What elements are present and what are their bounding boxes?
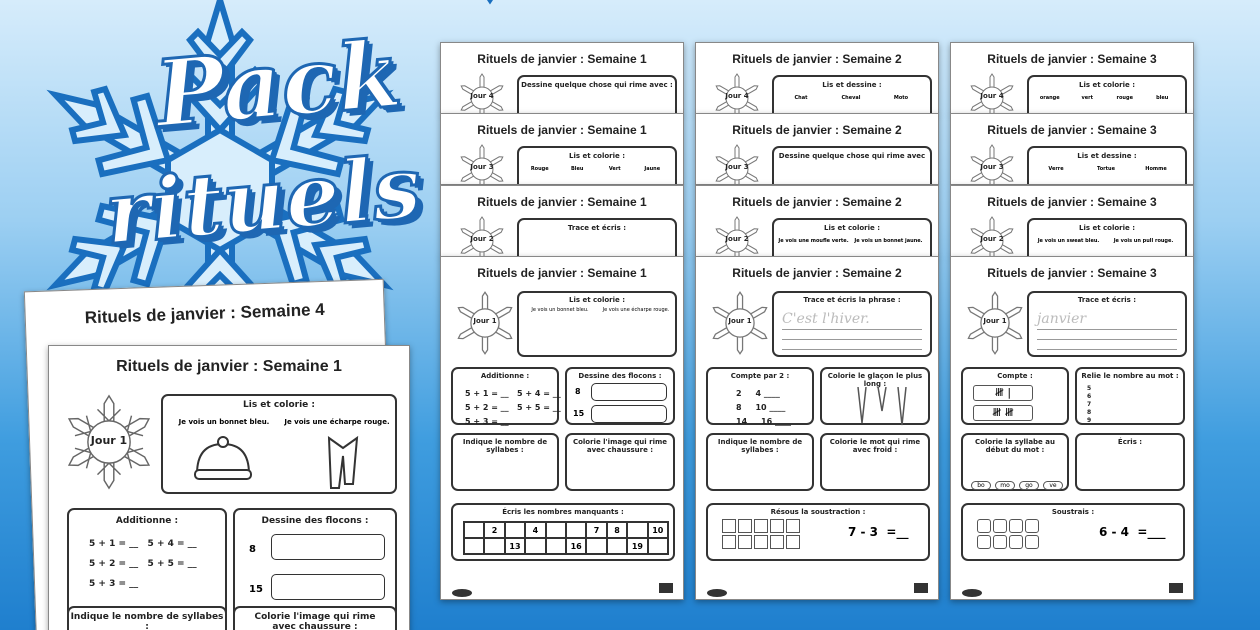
sentence-a: Je vois un bonnet bleu. [531, 307, 589, 313]
box-title: Colorie le mot qui rime avec froid : [829, 438, 921, 454]
grid-cell: 13 [505, 538, 525, 554]
additionne-box [67, 508, 227, 618]
grid-cell: 4 [525, 522, 545, 538]
jour-badge [967, 144, 1017, 185]
worksheet-preview-stacked [950, 185, 1194, 257]
box-title: Lis et colorie : [1079, 81, 1135, 89]
box-title: Relie le nombre au mot : [1081, 372, 1179, 380]
number: 8 [1087, 409, 1092, 416]
activity-box [517, 218, 677, 257]
top-activity-box [1027, 291, 1187, 357]
scarf-icon [323, 434, 363, 490]
box-title: Lis et colorie : [569, 152, 625, 160]
lis-colorie-box [161, 394, 397, 494]
grid-cell [607, 538, 627, 554]
number-grid [463, 521, 669, 555]
grid-cell [464, 538, 484, 554]
sheet-title: Rituels de janvier : Semaine 3 [987, 266, 1157, 280]
jour-badge [708, 291, 772, 355]
equation: 5 + 4 = __ [147, 539, 197, 549]
box-title: Lis et colorie : [243, 400, 315, 410]
box-title: Colorie l'image qui rime avec chaussure : [572, 438, 668, 454]
box-title: Lis et dessine : [1077, 152, 1137, 160]
activity-box [517, 146, 677, 185]
sheet-title: Rituels de janvier : Semaine 3 [987, 52, 1157, 66]
word-label: bleu [1156, 95, 1169, 101]
jour-label: Jour 1 [728, 317, 752, 325]
box-title: Colorie l'image qui rime avec chaussure : [254, 612, 376, 630]
worksheet-preview-stacked [950, 42, 1194, 114]
jour-badge [967, 73, 1017, 114]
box-title: Indique le nombre de syllabes : [462, 438, 548, 454]
sheet-footer [961, 583, 1183, 593]
sheet-title: Rituels de janvier : Semaine 3 [987, 195, 1157, 209]
equation: 5 + 3 = __ [89, 579, 139, 589]
activity-box [772, 75, 932, 114]
logo-icon [706, 588, 728, 598]
number: 5 [1087, 385, 1092, 392]
box-title: Indique le nombre de syllabes : [70, 612, 224, 630]
answer-box [271, 574, 385, 600]
activity-box-left [961, 367, 1069, 425]
title-line-1: Pack [150, 19, 406, 149]
word-label: Vert [608, 166, 621, 172]
jour-label: Jour 3 [980, 163, 1004, 171]
jour-label: Jour 4 [980, 92, 1004, 100]
jour-label: Jour 2 [980, 235, 1004, 243]
activity-box-left [961, 433, 1069, 491]
worksheet-preview-stacked [695, 42, 939, 114]
count-row: 14 16 ____ [736, 417, 791, 426]
box-title: Dessine des flocons : [261, 516, 369, 526]
sentence-b: Je vois une écharpe rouge. [602, 307, 670, 313]
activity-box-right [1075, 367, 1185, 425]
syllabes-box [67, 606, 227, 630]
worksheet-preview-stacked [950, 113, 1194, 185]
bottom-activity-box [706, 503, 930, 561]
activity-box [772, 146, 932, 185]
worksheet-preview-stacked [440, 113, 684, 185]
jour-label: Jour 4 [470, 92, 494, 100]
sentence-b: Je vois une écharpe rouge. [284, 418, 390, 426]
activity-box-right [1075, 433, 1185, 491]
word-label: vert [1081, 95, 1093, 101]
word-label: Je vois une moufle verte. [778, 238, 849, 244]
jour-label: Jour 1 [983, 317, 1007, 325]
worksheet-preview [440, 256, 684, 600]
box-title: Lis et colorie : [1079, 224, 1135, 232]
equation: 5 + 1 = __ [89, 539, 139, 549]
box-title: Soustrais : [1051, 508, 1095, 516]
word-label: Moto [893, 95, 909, 101]
jour-badge [712, 216, 762, 257]
icicles-icon [852, 387, 912, 427]
count-list [736, 387, 791, 429]
counters-grid [722, 519, 800, 549]
grid-cell [586, 538, 606, 554]
grid-cell [505, 522, 525, 538]
activity-box-right [565, 433, 675, 491]
answer-box [591, 383, 667, 401]
activity-box [772, 218, 932, 257]
grid-cell [648, 538, 668, 554]
grid-cell: 7 [586, 522, 606, 538]
box-title: Écris les nombres manquants : [502, 508, 624, 516]
equation: 5 + 2 = __ 5 + 5 = __ [465, 403, 561, 412]
number: 7 [1087, 401, 1092, 408]
sheet-title: Rituels de janvier : Semaine 1 [477, 123, 647, 137]
logo-icon [451, 588, 473, 598]
word-label: Verre [1048, 166, 1064, 172]
jour-badge [967, 216, 1017, 257]
flocons-box [233, 508, 397, 618]
grid-cell: 8 [607, 522, 627, 538]
syllable: bo [971, 481, 991, 490]
activity-box [517, 75, 677, 114]
equation: 5 + 5 = __ [147, 559, 197, 569]
sheet-title: Rituels de janvier : Semaine 1 [477, 195, 647, 209]
jour-badge [712, 73, 762, 114]
jour-label: Jour 3 [725, 163, 749, 171]
bottom-activity-box [451, 503, 675, 561]
grid-cell [484, 538, 504, 554]
grid-cell: 10 [648, 522, 668, 538]
logo-icon [659, 583, 673, 593]
sheet-title: Rituels de janvier : Semaine 1 [477, 52, 647, 66]
box-title: Dessine quelque chose qui rime avec : [521, 81, 673, 89]
addition-list [89, 534, 197, 594]
number: 9 [1087, 417, 1092, 424]
top-activity-box [517, 291, 677, 357]
word-label: rouge [1116, 95, 1133, 101]
jour-label: Jour 1 [473, 317, 497, 325]
tally-box: 𝍸 𝍸 [973, 405, 1033, 421]
number: 15 [573, 409, 585, 418]
activity-box-left [451, 367, 559, 425]
equation: 5 + 3 = __ [465, 417, 509, 426]
number: 8 [249, 544, 256, 555]
box-title: Trace et écris la phrase : [803, 296, 901, 304]
word-label: Je vois un sweat bleu. [1037, 238, 1100, 244]
sheet-title: Rituels de janvier : Semaine 1 [477, 266, 647, 280]
answer-box [271, 534, 385, 560]
jour-badge [457, 73, 507, 114]
jour-badge [963, 291, 1027, 355]
syllable: go [1019, 481, 1039, 490]
sheet-title: Rituels de janvier : Semaine 2 [732, 123, 902, 137]
worksheet-preview-stacked [695, 113, 939, 185]
word-label: Homme [1145, 166, 1167, 172]
banner-title [95, 19, 425, 290]
word-label: Chat [794, 95, 808, 101]
grid-cell: 16 [566, 538, 586, 554]
box-title: Compte : [997, 372, 1033, 380]
beanie-hat-icon [191, 434, 255, 482]
trace-text: C'est l'hiver. [782, 311, 870, 327]
word-label: Je vois un pull rouge. [1113, 238, 1174, 244]
box-title: Lis et colorie : [824, 224, 880, 232]
count-row: 2 4 ____ [736, 389, 780, 398]
activity-box-left [706, 433, 814, 491]
jour-label: Jour 2 [470, 235, 494, 243]
tally-box: 𝍸 | [973, 385, 1033, 401]
jour-label: Jour 4 [725, 92, 749, 100]
activity-box-right [565, 367, 675, 425]
jour-label: Jour 2 [725, 235, 749, 243]
number: 6 [1087, 393, 1092, 400]
grid-cell [464, 522, 484, 538]
grid-cell [546, 522, 566, 538]
equation: 5 + 2 = __ [89, 559, 139, 569]
word-label: Tortue [1097, 166, 1115, 172]
jour-badge [457, 144, 507, 185]
logo-icon [914, 583, 928, 593]
number: 15 [249, 584, 263, 595]
sheet-footer [706, 583, 928, 593]
logo-icon [961, 588, 983, 598]
word-label: Jaune [644, 166, 661, 172]
worksheet-preview [950, 256, 1194, 600]
equation: 5 + 1 = __ 5 + 4 = __ [465, 389, 561, 398]
count-row: 8 10 ____ [736, 403, 786, 412]
trace-text: janvier [1037, 311, 1087, 327]
jour-label: Jour 1 [90, 434, 128, 447]
box-title: Colorie la syllabe au début du mot : [975, 438, 1055, 454]
word-label: Je vois un bonnet jaune. [854, 238, 923, 244]
number: 8 [575, 387, 581, 396]
grid-cell [525, 538, 545, 554]
jour-badge [61, 394, 157, 490]
word-label: Rouge [530, 166, 549, 172]
sheet-title: Rituels de janvier : Semaine 3 [987, 123, 1157, 137]
jour-badge [712, 144, 762, 185]
worksheet-preview-stacked [440, 42, 684, 114]
grid-cell [546, 538, 566, 554]
equation: 7 - 3 =__ [848, 525, 909, 539]
box-title: Écris : [1117, 438, 1143, 446]
jour-badge [453, 291, 517, 355]
word-label: Cheval [841, 95, 861, 101]
equation: 6 - 4 =___ [1099, 525, 1166, 539]
grid-cell [566, 522, 586, 538]
activity-box [1027, 146, 1187, 185]
grid-cell: 19 [627, 538, 647, 554]
rime-box [233, 606, 397, 630]
box-title: Colorie le glaçon le plus long : [827, 372, 923, 388]
answer-box [591, 405, 667, 423]
logo-icon [1169, 583, 1183, 593]
box-title: Dessine des flocons : [578, 372, 662, 380]
box-title: Indique le nombre de syllabes : [717, 438, 803, 454]
activity-box-right [820, 433, 930, 491]
sheet-title: Rituels de janvier : Semaine 2 [732, 52, 902, 66]
activity-box-right [820, 367, 930, 425]
sheet-title: Rituels de janvier : Semaine 1 [116, 358, 342, 375]
number-list [1087, 385, 1091, 425]
grid-cell: 2 [484, 522, 504, 538]
box-title: Lis et colorie : [569, 296, 625, 304]
sheet-footer [451, 583, 673, 593]
box-title: Compte par 2 : [730, 372, 790, 380]
grid-cell [627, 522, 647, 538]
box-title: Lis et dessine : [822, 81, 882, 89]
box-title: Additionne : [115, 516, 179, 526]
bottom-activity-box [961, 503, 1185, 561]
worksheet-preview-front [48, 345, 410, 630]
activity-box [1027, 218, 1187, 257]
box-title: Résous la soustraction : [770, 508, 866, 516]
sentence-a: Je vois un bonnet bleu. [178, 418, 270, 426]
counters-grid [977, 519, 1039, 549]
addition-list [465, 387, 561, 429]
jour-label: Jour 3 [470, 163, 494, 171]
worksheet-preview [695, 256, 939, 600]
word-label: Bleu [571, 166, 584, 172]
syllable: mo [995, 481, 1015, 490]
worksheet-preview-stacked [440, 185, 684, 257]
title-line-2: rituels [101, 136, 425, 265]
worksheet-preview-stacked [695, 185, 939, 257]
jour-badge [457, 216, 507, 257]
box-title: Trace et écris : [1077, 296, 1137, 304]
word-label: orange [1039, 95, 1060, 101]
activity-box-left [706, 367, 814, 425]
top-activity-box [772, 291, 932, 357]
activity-box-left [451, 433, 559, 491]
syllable-options [971, 481, 1063, 490]
box-title: Trace et écris : [567, 224, 627, 232]
box-title: Additionne : [480, 372, 530, 380]
sheet-title: Rituels de janvier : Semaine 2 [732, 195, 902, 209]
sheet-title: Rituels de janvier : Semaine 2 [732, 266, 902, 280]
syllable: ve [1043, 481, 1063, 490]
box-title: Dessine quelque chose qui rime avec [778, 152, 926, 160]
activity-box [1027, 75, 1187, 114]
sheet-title: Rituels de janvier : Semaine 4 [84, 299, 325, 328]
